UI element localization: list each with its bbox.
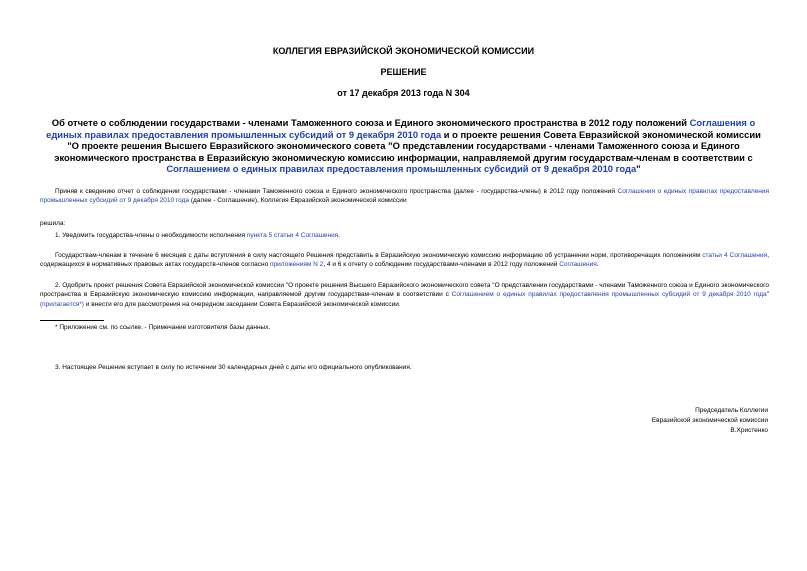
signature-name: В.Христенко [730,427,768,434]
document-date-number: от 17 декабря 2013 года N 304 [337,88,470,98]
item-1b-text: , 4 и 6 к отчету о соблюдении государствами-членами в 2012 году положений [323,261,560,269]
item-3: 3. Настоящее Решение вступает в силу по истечении 30 календарных дней с даты его официального опубликования. [55,364,412,371]
item-1b-text: . [596,261,599,269]
item-1b-text: , содержащихся в нормативных правовых актах государств-членов согласно [40,252,769,269]
item-1-text: 1. Уведомить государства-члены о необходимости исполнения [55,232,247,239]
intro-text: Приняв к сведению отчет о соблюдении государствами - членами Таможенного союза и Единого экономического пространства (далее - государства-члены) в 2012 году положений [55,188,618,195]
item-2-agreement-link[interactable]: Соглашением о единых правилах предоставления промышленных субсидий от 9 декабря 2010 года [451,291,767,299]
item-1b-text: Государствам-членам в течение 6 месяцев с даты вступления в силу настоящего Решения представить в Евразийскую экономическую комиссию информацию об устранении норм, противоречащих положениям [55,252,703,259]
item-2-text: и внести его для рассмотрения на очередном заседании Совета Евразийской экономической комиссии. [83,300,401,308]
document-type: РЕШЕНИЕ [380,67,427,77]
subject-text: Об отчете о соблюдении государствами - членами Таможенного союза и Единого экономического пространства в 2012 году положений [51,117,690,128]
item-2-text: 2. Одобрить проект решения Совета Евразийской экономической комиссии "О проекте решения Высшего Евразийского экономического совета "О представлении государствами - членами Таможенного союза и Единого экономического пространства в Евразийскую экономическую комиссию информации, направляемой другим государствам-членам в соответствии с [40,282,769,299]
subject-text: и о проекте решения Совета Евразийской экономической комиссии "О проекте решения Высшего Евразийского экономического совета "О представлении государствами - членами Таможенного союза и Единого экономического пространства в Евразийскую экономическую комиссию информации, направляемой другим государствам-членам в соответствии с [54,128,761,163]
agreement-link[interactable]: Соглашения [559,261,597,269]
signature-position-2: Евразийской экономической комиссии [651,417,768,424]
decided-label: решила: [40,220,66,227]
subject-agreement-link-2[interactable]: Соглашением о единых правилах предоставления промышленных субсидий от 9 декабря 2010 года [166,163,637,175]
item-2 [40,281,769,309]
subject-text: " [636,163,641,175]
footnote-divider [40,320,104,321]
article-4-link[interactable]: статьи 4 Соглашения [702,252,768,259]
signature-position-1: Председатель Коллегии [695,407,768,414]
subject-agreement-link[interactable]: Соглашения о единых правилах предоставления промышленных субсидий от 9 декабря 2010 года [46,117,756,140]
document-subject [40,117,767,175]
intro-agreement-link[interactable]: Соглашения о единых правилах предоставления промышленных субсидий от 9 декабря 2010 года [40,188,769,205]
item-1-text: . [338,232,341,239]
organization-title: КОЛЛЕГИЯ ЕВРАЗИЙСКОЙ ЭКОНОМИЧЕСКОЙ КОМИССИИ [272,46,535,56]
item-1 [40,231,769,240]
intro-text: (далее - Соглашение), Коллегия Евразийской экономической комиссии [189,197,407,205]
footnote: * Приложение см. по ссылке. - Примечание изготовителя базы данных. [55,324,271,331]
item-2-text: " [766,291,769,299]
appendix-2-link[interactable]: приложениям N 2 [270,261,324,269]
item-1-link[interactable]: пункта 5 статьи 4 Соглашения [246,232,339,239]
item-1-continuation [40,251,769,270]
intro-paragraph [40,187,769,206]
attachment-link[interactable]: (прилагается*) [40,300,84,308]
